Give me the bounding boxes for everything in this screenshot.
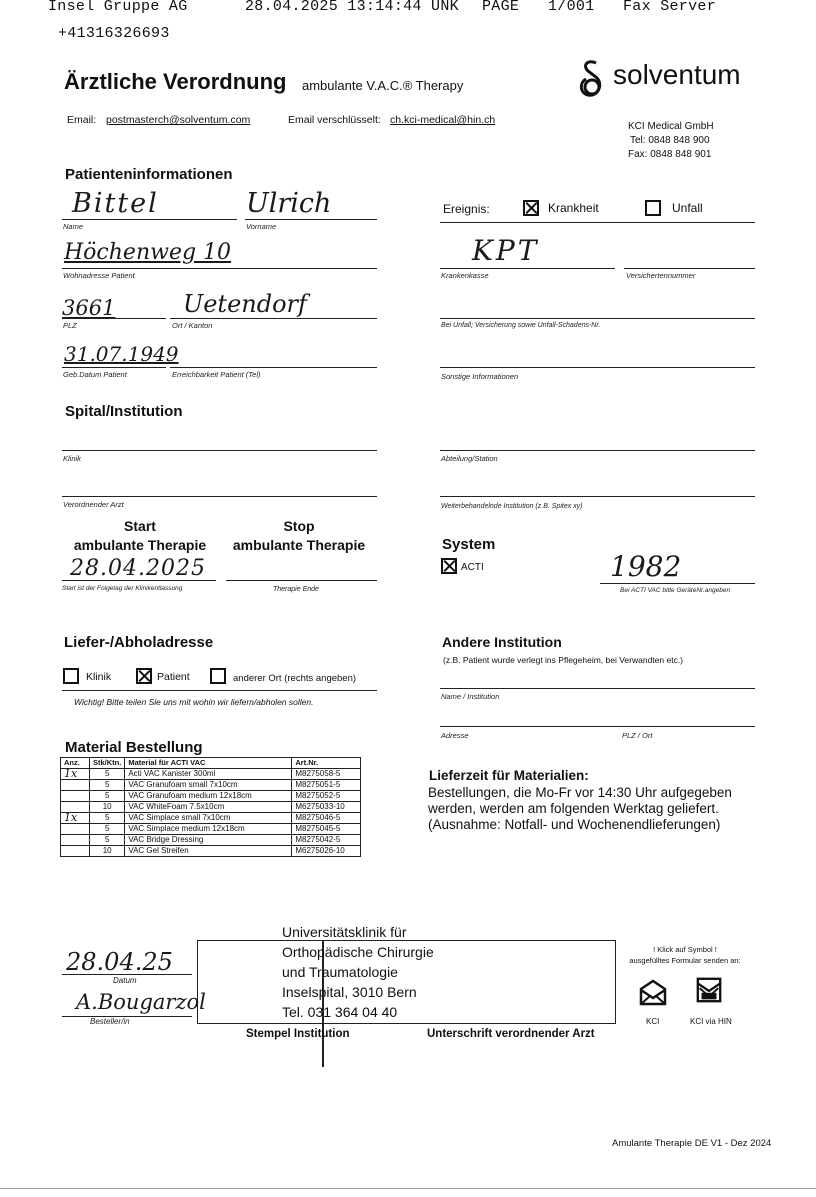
lieferzeit-line2: werden, werden am folgenden Werktag geliefert. [428, 801, 719, 816]
vorname-label: Vorname [246, 222, 277, 231]
row-anz[interactable] [61, 835, 90, 846]
row-anz[interactable]: 1x [61, 769, 90, 780]
row-material: VAC Simplace small 7x10cm [125, 813, 292, 824]
acti-checkbox[interactable] [441, 558, 457, 574]
send-instructions [620, 944, 750, 966]
table-row [61, 846, 361, 857]
delivery-heading: Liefer-/Abholadresse [64, 634, 214, 651]
stop-title: Stop [283, 518, 315, 534]
send-kci-hin-envelope-icon[interactable] [694, 976, 724, 1004]
dob-label: Geb.Datum Patient [63, 370, 127, 379]
arzt-label: Verordnender Arzt [63, 500, 124, 509]
abteilung-label: Abteilung/Station [441, 454, 498, 463]
table-row [61, 769, 361, 780]
stamp-line-1: Universitätsklinik für [282, 924, 407, 940]
email-link[interactable]: postmasterch@solventum.com [106, 114, 251, 126]
email-label: Email: [67, 114, 97, 126]
besteller-label: Besteller/in [90, 1017, 130, 1026]
kci-hin-label: KCI via HIN [690, 1017, 732, 1026]
date-label: Datum [113, 976, 137, 985]
delivery-klinik-checkbox[interactable] [63, 668, 79, 684]
sonstige-label: Sonstige Informationen [441, 372, 519, 381]
material-heading: Material Bestellung [65, 739, 203, 756]
row-anz[interactable] [61, 791, 90, 802]
table-row [61, 802, 361, 813]
row-material: VAC WhiteFoam 7.5x10cm [125, 802, 292, 813]
delivery-other-checkbox[interactable] [210, 668, 226, 684]
table-row [61, 835, 361, 846]
row-material: Acti VAC Kanister 300ml [125, 769, 292, 780]
row-artnr: M6275033-10 [292, 802, 361, 813]
patient-heading: Patienteninformationen [65, 166, 233, 183]
stamp-line-4: Inselspital, 3010 Bern [282, 984, 417, 1000]
row-stk: 5 [90, 824, 125, 835]
row-artnr: M8275042-5 [292, 835, 361, 846]
weiter-label: Weiterbehandelnde Institution (z.B. Spitex xy) [441, 503, 583, 510]
start-date: 28.04.2025 [70, 556, 206, 581]
col-artnr: Art.Nr. [292, 758, 361, 769]
click-line1: ! Klick auf Symbol ! [653, 945, 717, 954]
stamp-line-2: Orthopädische Chirurgie [282, 944, 434, 960]
row-artnr: M8275058-5 [292, 769, 361, 780]
stamp-line-5: Tel. 031 364 04 40 [282, 1004, 398, 1020]
kci-label: KCI [646, 1017, 660, 1026]
row-stk: 10 [90, 846, 125, 857]
page-title: Ärztliche Verordnung [64, 69, 287, 94]
kasse-label: Krankenkasse [441, 271, 489, 280]
page-subtitle: ambulante V.A.C.® Therapy [302, 78, 464, 93]
row-artnr: M8275046-5 [292, 813, 361, 824]
delivery-klinik-label: Klinik [86, 671, 112, 683]
company-tel: Tel: 0848 848 900 [630, 135, 710, 146]
patient-dob: 31.07.1949 [64, 342, 179, 366]
other-inst-heading: Andere Institution [442, 634, 562, 650]
row-material: VAC Granufoam small 7x10cm [125, 780, 292, 791]
delivery-patient-label: Patient [157, 671, 190, 683]
brand-name: solventum [613, 59, 741, 90]
lieferzeit-line1: Bestellungen, die Mo-Fr vor 14:30 Uhr aufgegeben [428, 785, 732, 800]
delivery-other-label: anderer Ort (rechts angeben) [233, 673, 357, 684]
klinik-label: Klinik [63, 454, 81, 463]
stop-sub: ambulante Therapie [232, 537, 366, 553]
other-inst-sub: (z.B. Patient wurde verlegt ins Pflegeheim, bei Verwandten etc.) [443, 655, 684, 665]
patient-vorname: Ulrich [246, 188, 332, 219]
unfall-label: Unfall [672, 201, 703, 215]
system-heading: System [442, 536, 496, 553]
company-fax: Fax: 0848 848 901 [628, 149, 712, 160]
lieferzeit-text [428, 785, 732, 833]
fax-number: +41316326693 [58, 25, 170, 42]
ort-label: Ort / Kanton [172, 321, 213, 330]
company-name: KCI Medical GmbH [628, 121, 714, 132]
email-enc-link[interactable]: ch.kci-medical@hin.ch [390, 114, 496, 126]
form-version: Amulante Therapie DE V1 - Dez 2024 [612, 1138, 772, 1149]
patient-name: Bittel [72, 188, 159, 219]
row-stk: 10 [90, 802, 125, 813]
fax-sender: Insel Gruppe AG [48, 0, 188, 15]
email-enc-label: Email verschlüsselt: [288, 114, 381, 126]
table-row [61, 813, 361, 824]
row-artnr: M8275045-5 [292, 824, 361, 835]
krankenkasse-value: KPT [472, 234, 540, 267]
start-label: Start ist der Folgetag der Klinikentlassung [62, 585, 183, 592]
row-material: VAC Granufoam medium 12x18cm [125, 791, 292, 802]
lieferzeit-heading: Lieferzeit für Materialien: [429, 768, 589, 783]
row-anz[interactable] [61, 780, 90, 791]
ereignis-label: Ereignis: [443, 202, 490, 216]
stamp-line-3: und Traumatologie [282, 964, 398, 980]
delivery-note: Wichtig! Bitte teilen Sie uns mit wohin wir liefern/abholen sollen. [74, 697, 314, 707]
row-stk: 5 [90, 780, 125, 791]
device-number: 1982 [610, 550, 682, 583]
plz-label: PLZ [63, 321, 77, 330]
acti-label: ACTI [461, 562, 484, 573]
patient-address: Höchenweg 10 [64, 240, 232, 265]
table-row [61, 824, 361, 835]
fax-page-label: PAGE [482, 0, 520, 15]
table-row [61, 780, 361, 791]
row-stk: 5 [90, 791, 125, 802]
click-line2: ausgefülltes Formular senden an: [629, 956, 741, 965]
table-row [61, 791, 361, 802]
versnr-label: Versichertennummer [626, 271, 696, 280]
tel-label: Erreichbarkeit Patient (Tel) [172, 370, 261, 379]
fax-page: 1/001 [548, 0, 595, 15]
material-table [60, 757, 361, 857]
col-anz: Anz. [61, 758, 90, 769]
other-plz-label: PLZ / Ort [622, 731, 653, 740]
patient-ort: Uetendorf [183, 290, 307, 318]
lieferzeit-line3: (Ausnahme: Notfall- und Wochenendlieferungen) [428, 817, 721, 832]
send-kci-envelope-icon[interactable] [638, 978, 668, 1006]
row-anz[interactable] [61, 846, 90, 857]
stop-label: Therapie Ende [273, 586, 319, 593]
krankheit-label: Krankheit [548, 201, 599, 215]
row-artnr: M8275052-5 [292, 791, 361, 802]
row-stk: 5 [90, 813, 125, 824]
hospital-heading: Spital/Institution [65, 403, 183, 420]
row-material: VAC Simplace medium 12x18cm [125, 824, 292, 835]
fax-server: Fax Server [623, 0, 717, 15]
other-name-label: Name / Institution [441, 692, 500, 701]
row-anz[interactable]: 1x [61, 813, 90, 824]
device-label: Bei ACTI VAC bitte GeräteNr.angeben [620, 587, 731, 594]
start-sub: ambulante Therapie [73, 537, 207, 553]
name-label: Name [63, 222, 84, 231]
row-artnr: M8275051-5 [292, 780, 361, 791]
patient-plz: 3661 [62, 296, 116, 320]
row-artnr: M6275026-10 [292, 846, 361, 857]
stamp-label: Stempel Institution [246, 1028, 350, 1040]
row-material: VAC Gel Streifen [125, 846, 292, 857]
row-material: VAC Bridge Dressing [125, 835, 292, 846]
delivery-patient-checkbox[interactable] [136, 668, 152, 684]
therapy-stop-heading [222, 517, 376, 555]
stamp-text [282, 922, 434, 1022]
company-info [628, 120, 714, 162]
krankheit-checkbox[interactable] [523, 200, 539, 216]
signature-label: Unterschrift verordnender Arzt [427, 1028, 595, 1040]
fax-datetime: 28.04.2025 13:14:44 UNK [245, 0, 459, 15]
therapy-start-heading [60, 517, 220, 555]
besteller-signature: A.Bougarzol [76, 990, 206, 1014]
start-title: Start [124, 518, 156, 534]
solventum-logo-icon [576, 57, 608, 101]
order-date: 28.04.25 [66, 948, 173, 976]
row-stk: 5 [90, 835, 125, 846]
address-label: Wohnadresse Patient [63, 271, 135, 280]
unfall-checkbox[interactable] [645, 200, 661, 216]
col-stk: Stk/Ktn. [90, 758, 125, 769]
col-material: Material für ACTI VAC [125, 758, 292, 769]
other-adresse-label: Adresse [441, 731, 469, 740]
unfall-info-label: Bei Unfall; Versicherung sowie Unfall-Schadens-Nr. [441, 322, 601, 329]
row-stk: 5 [90, 769, 125, 780]
row-anz[interactable] [61, 824, 90, 835]
